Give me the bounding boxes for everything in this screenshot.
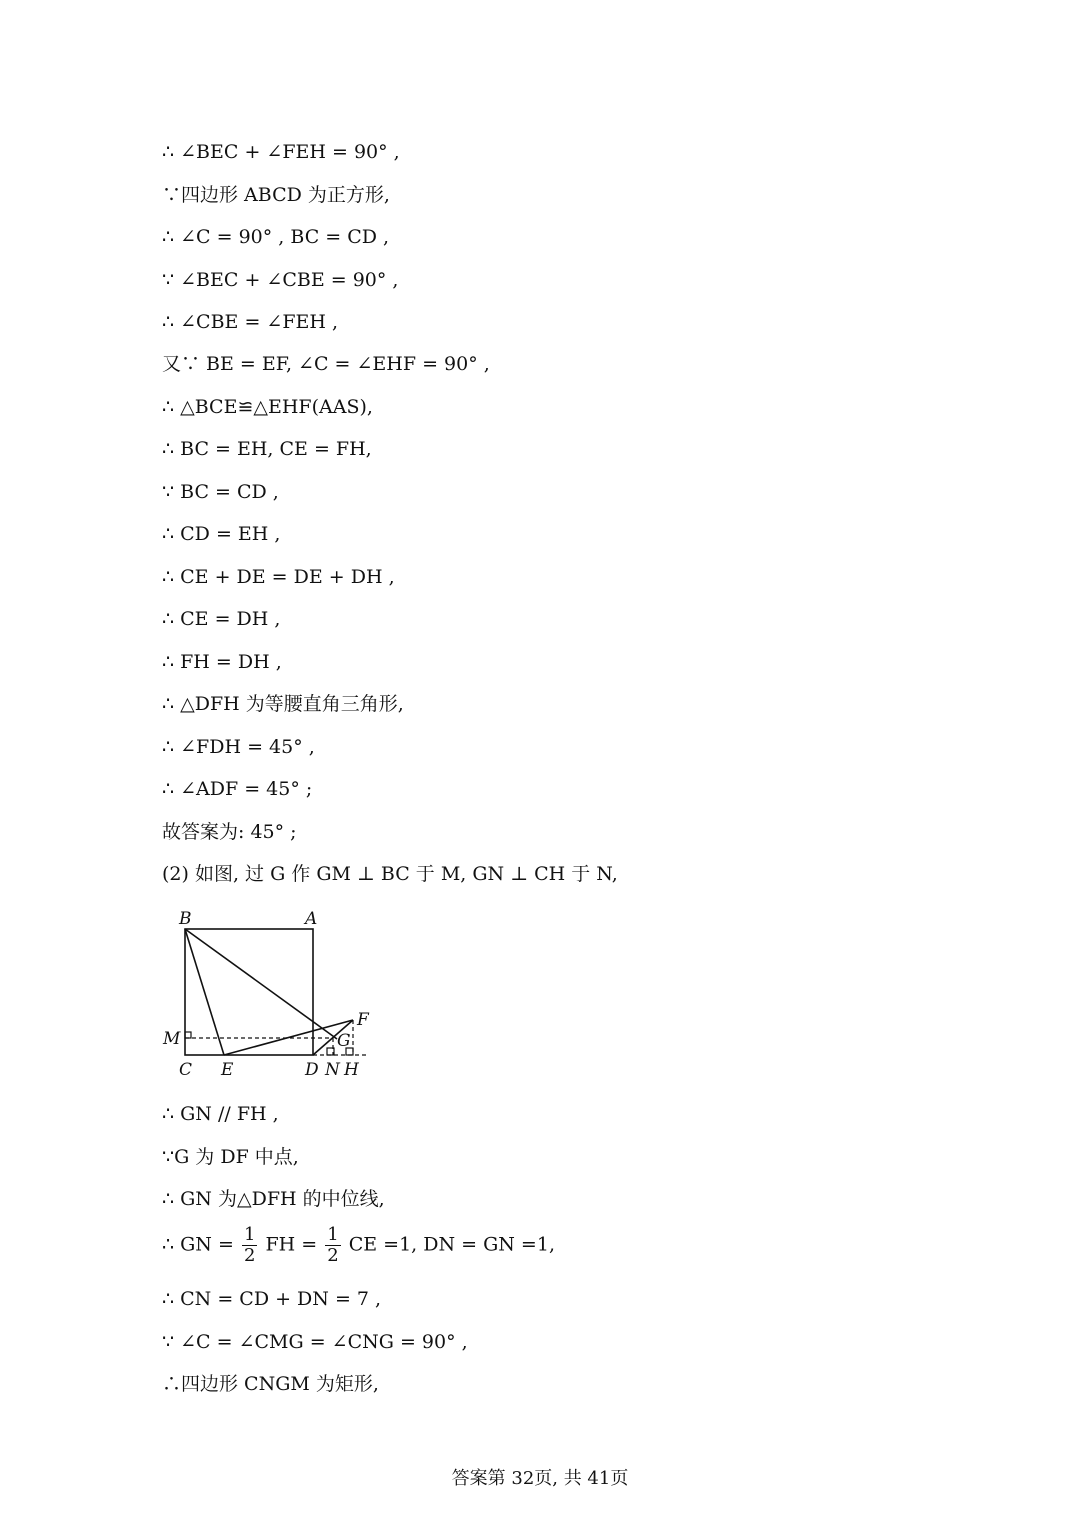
label-d: D: [305, 1060, 319, 1080]
proof-line: ∴ △BCE≌△EHF(AAS),: [162, 396, 373, 418]
eq-middle: FH =: [265, 1233, 318, 1256]
segment-bg: [185, 929, 337, 1039]
proof-line: ∴ BC = EH, CE = FH,: [162, 438, 372, 460]
proof-line: ∵ ∠C = ∠CMG = ∠CNG = 90° ,: [162, 1331, 468, 1353]
label-h: H: [344, 1060, 359, 1080]
proof-line: ∴ ∠CBE = ∠FEH ,: [162, 311, 339, 333]
fraction-denominator: 2: [327, 1245, 339, 1266]
proof-line: ∴四边形 CNGM 为矩形,: [162, 1373, 379, 1395]
label-m: M: [163, 1029, 181, 1049]
proof-line: 又∵ BE = EF, ∠C = ∠EHF = 90° ,: [162, 353, 490, 375]
label-c: C: [179, 1060, 193, 1080]
page-footer: 答案第 32页, 共 41页: [451, 1468, 629, 1489]
proof-line: ∴ CD = EH ,: [162, 523, 281, 545]
proof-line: ∴ CE = DH ,: [162, 608, 281, 630]
fraction-denominator: 2: [243, 1245, 256, 1266]
label-f: F: [357, 1010, 369, 1030]
geometry-figure: [155, 905, 385, 1085]
proof-line: ∴ ∠BEC + ∠FEH = 90° ,: [162, 141, 400, 163]
fraction-half-2: [325, 1225, 340, 1266]
proof-line: ∵四边形 ABCD 为正方形,: [162, 184, 390, 206]
proof-line: ∴ GN 为△DFH 的中位线,: [162, 1188, 385, 1210]
proof-line: 故答案为: 45° ;: [162, 821, 297, 843]
proof-line: ∴ ∠ADF = 45° ;: [162, 778, 313, 800]
label-b: B: [179, 909, 192, 929]
proof-line: ∴ GN // FH ,: [162, 1103, 279, 1125]
proof-line: ∵G 为 DF 中点,: [162, 1146, 299, 1168]
proof-line: ∴ CE + DE = DE + DH ,: [162, 566, 395, 588]
fraction-numerator: 1: [243, 1224, 256, 1245]
proof-line: ∴ FH = DH ,: [162, 651, 282, 673]
proof-line: ∵ ∠BEC + ∠CBE = 90° ,: [162, 269, 399, 291]
proof-line: (2) 如图, 过 G 作 GM ⊥ BC 于 M, GN ⊥ CH 于 N,: [162, 863, 618, 885]
proof-line: ∴ ∠FDH = 45° ,: [162, 736, 315, 758]
proof-line: ∴ △DFH 为等腰直角三角形,: [162, 693, 404, 715]
eq-prefix: ∴ GN =: [162, 1233, 234, 1256]
fraction-half: [242, 1225, 257, 1266]
label-g: G: [337, 1031, 351, 1051]
proof-line: ∵ BC = CD ,: [162, 481, 279, 503]
right-angle-mark-m: [185, 1032, 191, 1038]
eq-suffix: CE =1, DN = GN =1,: [348, 1233, 555, 1256]
geometry-diagram: [155, 905, 385, 1085]
fraction-equation-line: [162, 1225, 555, 1266]
fraction-numerator: 1: [327, 1224, 339, 1245]
label-n: N: [325, 1060, 340, 1080]
label-e: E: [221, 1060, 234, 1080]
proof-line: ∴ ∠C = 90° , BC = CD ,: [162, 226, 390, 248]
label-a: A: [305, 909, 318, 929]
proof-line: ∴ CN = CD + DN = 7 ,: [162, 1288, 382, 1310]
